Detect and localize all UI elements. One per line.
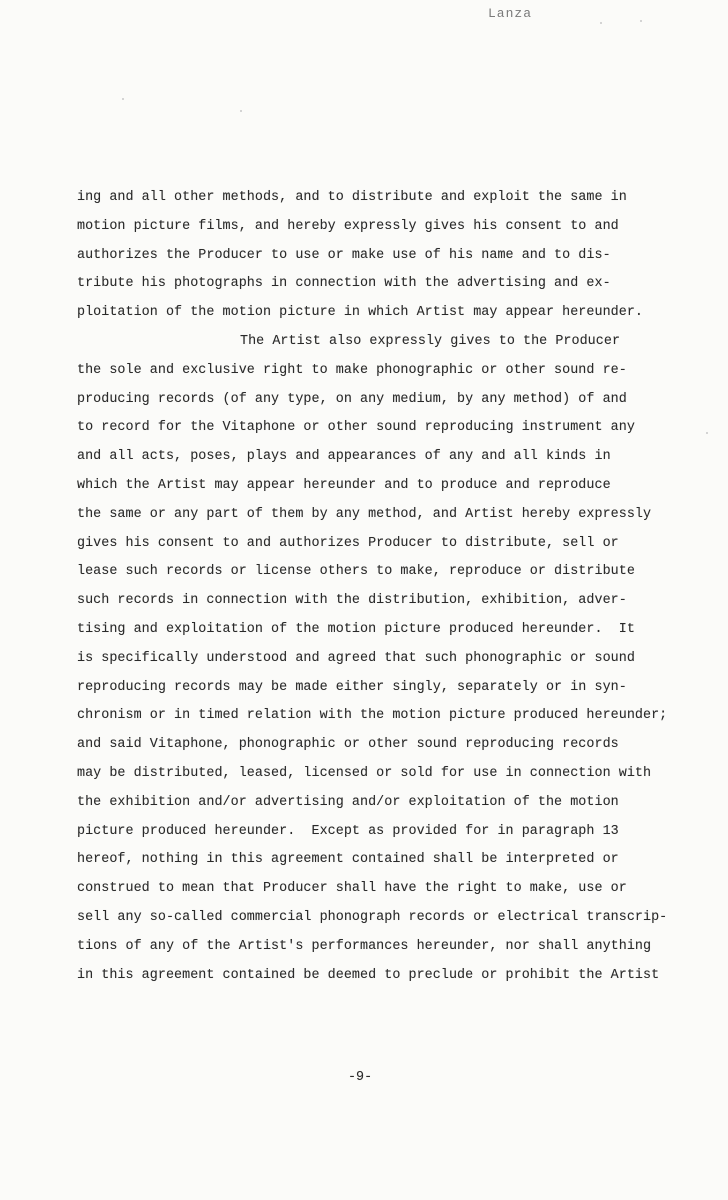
- scan-speck: [640, 20, 642, 22]
- text-line: hereof, nothing in this agreement contained shall be interpreted or: [77, 852, 619, 868]
- text-line: authorizes the Producer to use or make use of his name and to dis-: [77, 247, 611, 263]
- text-line: such records in connection with the distribution, exhibition, adver-: [77, 593, 627, 609]
- text-line: the sole and exclusive right to make phonographic or other sound re-: [77, 362, 627, 378]
- page-number: -9-: [348, 1070, 373, 1085]
- text-line: gives his consent to and authorizes Producer to distribute, sell or: [77, 535, 619, 551]
- text-line: tions of any of the Artist's performances hereunder, nor shall anything: [77, 938, 652, 954]
- scan-speck: [240, 110, 242, 112]
- text-line: construed to mean that Producer shall have the right to make, use or: [77, 881, 627, 897]
- text-line: tribute his photographs in connection with the advertising and ex-: [77, 276, 611, 292]
- header-name: Lanza: [488, 6, 533, 21]
- text-line: the same or any part of them by any method, and Artist hereby expressly: [77, 506, 652, 522]
- scan-speck: [122, 98, 124, 100]
- text-line: in this agreement contained be deemed to preclude or prohibit the Artist: [77, 967, 660, 983]
- text-line: ploitation of the motion picture in which Artist may appear hereunder.: [77, 305, 643, 321]
- body-text: [77, 184, 717, 990]
- paragraph-start-line: The Artist also expressly gives to the Producer: [240, 333, 621, 349]
- scan-speck: [600, 22, 602, 24]
- text-line: and all acts, poses, plays and appearances of any and all kinds in: [77, 449, 611, 465]
- text-line: may be distributed, leased, licensed or sold for use in connection with: [77, 765, 652, 781]
- text-line: ing and all other methods, and to distribute and exploit the same in: [77, 190, 627, 205]
- text-line: the exhibition and/or advertising and/or exploitation of the motion: [77, 794, 619, 810]
- text-line: which the Artist may appear hereunder and to produce and reproduce: [77, 477, 611, 493]
- text-line: is specifically understood and agreed that such phonographic or sound: [77, 650, 635, 666]
- text-line: picture produced hereunder. Except as provided for in paragraph 13: [77, 823, 619, 839]
- text-line: sell any so-called commercial phonograph records or electrical transcrip-: [77, 909, 668, 925]
- text-line: and said Vitaphone, phonographic or other sound reproducing records: [77, 737, 619, 753]
- text-line: chronism or in timed relation with the motion picture produced hereunder;: [77, 708, 668, 724]
- text-line: producing records (of any type, on any medium, by any method) of and: [77, 391, 627, 407]
- text-line: reproducing records may be made either singly, separately or in syn-: [77, 679, 627, 695]
- text-line: tising and exploitation of the motion picture produced hereunder. It: [77, 621, 635, 637]
- text-line: motion picture films, and hereby expressly gives his consent to and: [77, 218, 619, 234]
- text-line: to record for the Vitaphone or other sound reproducing instrument any: [77, 420, 635, 436]
- text-line: lease such records or license others to make, reproduce or distribute: [77, 564, 635, 580]
